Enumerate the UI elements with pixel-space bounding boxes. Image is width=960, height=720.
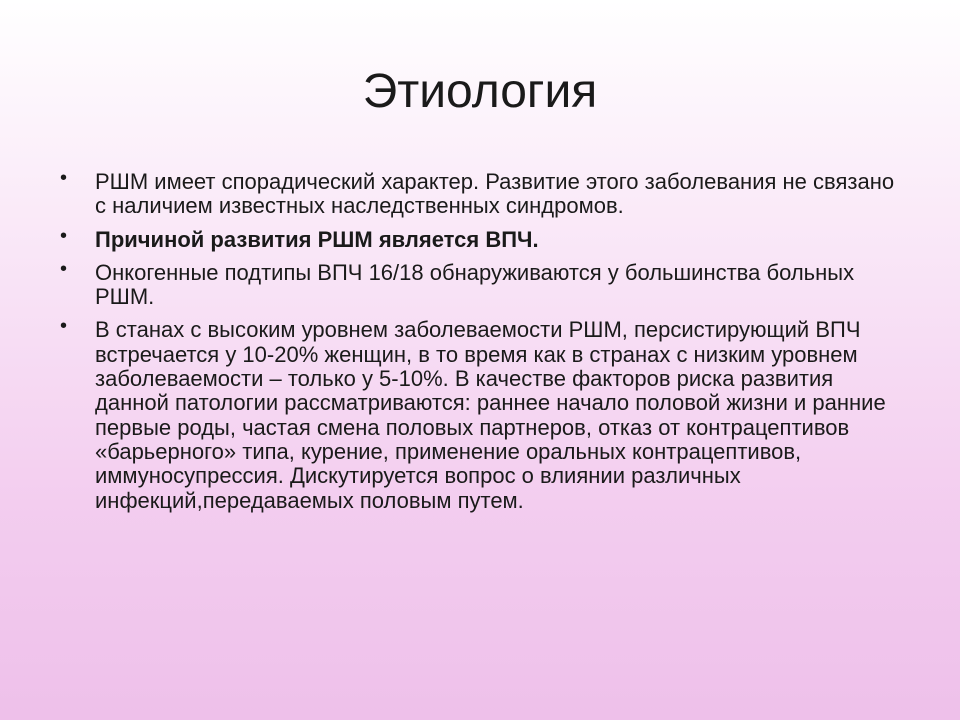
bullet-dot-icon: • <box>60 224 68 247</box>
bullet-item-3 <box>60 257 910 310</box>
bullet-dot-icon: • <box>60 167 68 189</box>
bullet-dot-icon: • <box>60 257 68 280</box>
bullet-item-1 <box>60 167 910 219</box>
slide-title: Этиология <box>362 65 598 118</box>
bullet-text-2: Причиной развития РШМ является ВПЧ. <box>95 226 539 252</box>
bullet-item-4 <box>60 315 910 513</box>
bullet-text-3: Онкогенные подтипы ВПЧ 16/18 обнаруживаются у большинства больных РШМ. <box>95 259 855 310</box>
bullet-item-2 <box>60 224 910 252</box>
bullet-text-4: В станах с высоким уровнем заболеваемости РШМ, персистирующий ВПЧ встречается у 10-20% женщин, в то время как в странах с низким уровнем заболеваемости – только у 5-10%. В качестве факторов риска развития данной патологии рассматриваются: раннее начало половой жизни и ранние первые роды, частая смена половых партнеров, отказ от контрацептивов «барьерного» типа, курение, применение оральных контрацептивов, иммуносупрессия. Дискутируется вопрос о влиянии различных инфекций,передаваемых половым путем. <box>95 317 886 513</box>
bullet-text-1: РШМ имеет спорадический характер. Развитие этого заболевания не связано с наличием известных наследственных синдромов. <box>95 169 895 219</box>
bullet-list <box>60 167 910 522</box>
bullet-dot-icon: • <box>60 315 68 338</box>
